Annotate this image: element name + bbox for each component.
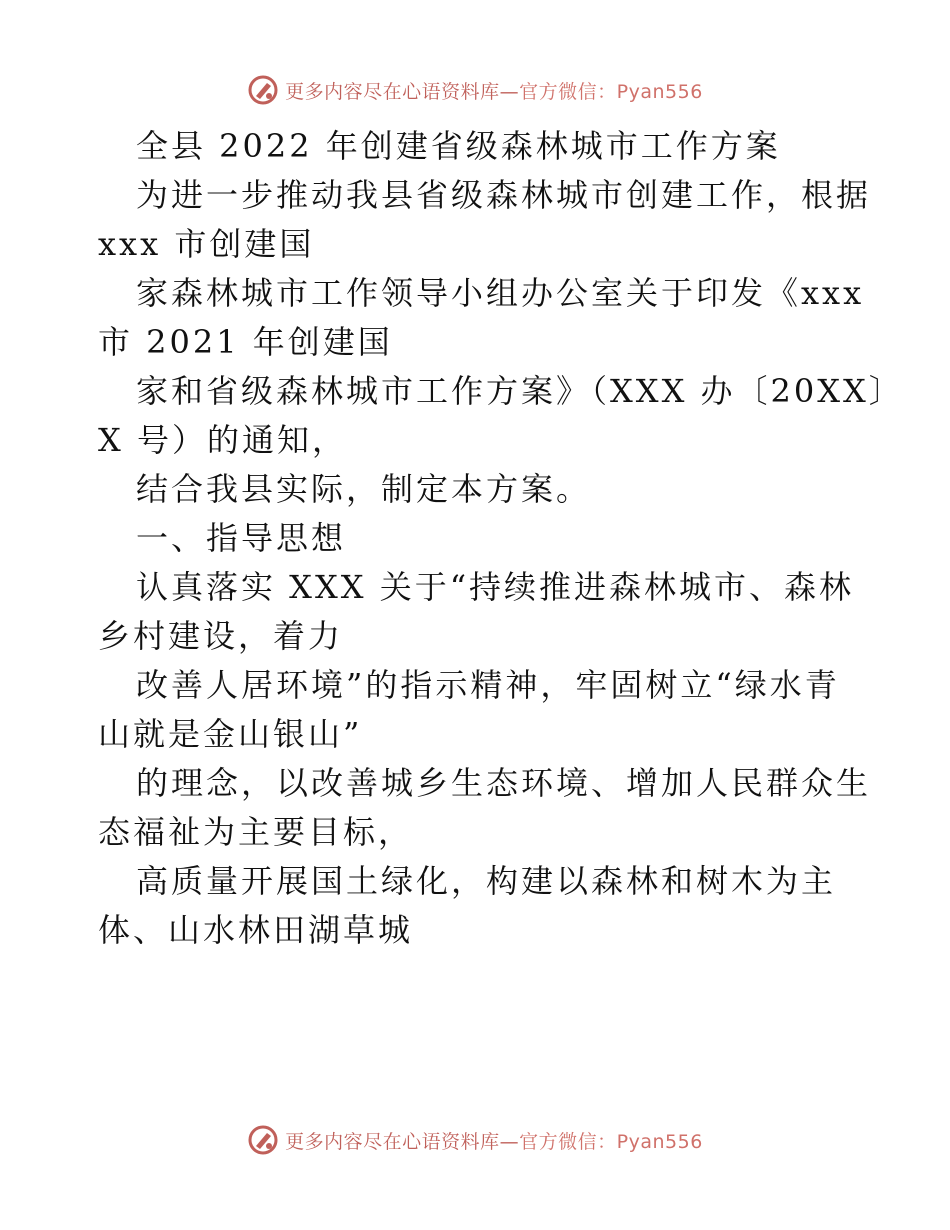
- text-line: 结合我县实际，制定本方案。: [136, 470, 592, 508]
- footer-banner-text: 更多内容尽在心语资料库—官方微信：Pyan556: [285, 1130, 703, 1153]
- pen-seal-icon: [247, 74, 279, 106]
- document-body: [98, 122, 904, 955]
- pen-seal-icon: [247, 1124, 279, 1156]
- text-line: 一、指导思想: [136, 519, 347, 557]
- text-line: 的理念，以改善城乡生态环境、增加人民群众生: [136, 764, 872, 802]
- text-line: 山就是金山银山”: [98, 715, 363, 753]
- text-line: 市 2021 年创建国: [98, 323, 393, 361]
- footer-banner: [0, 1120, 950, 1160]
- text-line: 家森林城市工作领导小组办公室关于印发《xxx: [136, 274, 865, 312]
- text-line: 高质量开展国土绿化，构建以森林和树木为主: [136, 862, 837, 900]
- text-line: 乡村建设，着力: [98, 617, 344, 655]
- text-line: 家和省级森林城市工作方案》（XXX 办〔20XX〕: [136, 372, 904, 410]
- text-line: X 号）的通知，: [98, 421, 347, 459]
- text-line: 态福祉为主要目标，: [98, 813, 414, 851]
- text-line: 认真落实 XXX 关于“持续推进森林城市、森林: [136, 568, 855, 606]
- header-banner: [0, 70, 950, 110]
- text-line: xxx 市创建国: [98, 225, 315, 263]
- text-line: 全县 2022 年创建省级森林城市工作方案: [136, 127, 781, 165]
- text-line: 改善人居环境”的指示精神，牢固树立“绿水青: [136, 666, 840, 704]
- text-line: 体、山水林田湖草城: [98, 911, 414, 949]
- header-banner-text: 更多内容尽在心语资料库—官方微信：Pyan556: [285, 80, 703, 103]
- text-line: 为进一步推动我县省级森林城市创建工作，根据: [136, 176, 872, 214]
